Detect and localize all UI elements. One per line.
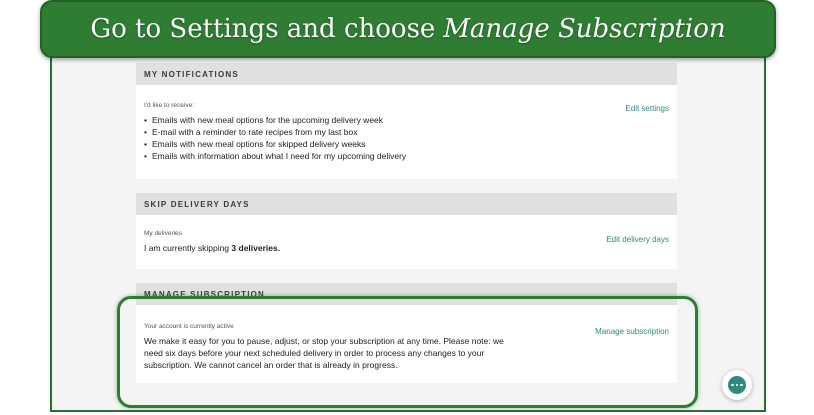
list-item: • Emails with new meal options for the upcoming delivery week xyxy=(144,114,669,126)
notifications-list xyxy=(144,114,669,162)
description-line: We make it easy for you to pause, adjust, or stop your subscription at any time. Please note: we xyxy=(144,336,504,346)
list-item: • E-mail with a reminder to rate recipes from my last box xyxy=(144,126,669,138)
notifications-header: MY NOTIFICATIONS xyxy=(136,63,677,85)
edit-delivery-days-link[interactable]: Edit delivery days xyxy=(606,235,669,244)
chat-bubble-icon xyxy=(728,376,746,394)
description-line: need six days before your next scheduled delivery in order to process any changes to your xyxy=(144,348,485,358)
account-status-label: Your account is currently active xyxy=(144,323,234,330)
skip-delivery-header: SKIP DELIVERY DAYS xyxy=(136,193,677,215)
manage-subscription-card xyxy=(136,283,677,383)
deliveries-label: My deliveries xyxy=(144,230,182,237)
notifications-card xyxy=(136,63,677,179)
banner-emphasis: Manage Subscription xyxy=(443,14,726,44)
skipping-count: 3 deliveries. xyxy=(231,243,281,253)
edit-settings-link[interactable]: Edit settings xyxy=(625,104,669,113)
banner-text: Go to Settings and choose xyxy=(90,14,436,44)
skip-delivery-card xyxy=(136,193,677,269)
instruction-banner xyxy=(40,0,776,58)
list-item: • Emails with new meal options for skipped delivery weeks xyxy=(144,138,669,150)
manage-subscription-link[interactable]: Manage subscription xyxy=(595,327,669,336)
list-item: • Emails with information about what I need for my upcoming delivery xyxy=(144,150,669,162)
manage-subscription-header: MANAGE SUBSCRIPTION xyxy=(136,283,677,305)
skipping-status xyxy=(144,242,669,254)
skipping-text: I am currently skipping xyxy=(144,243,230,253)
notifications-label: I'd like to receive: xyxy=(144,102,195,109)
subscription-description xyxy=(144,335,669,371)
chat-button[interactable] xyxy=(722,370,752,400)
description-line: subscription. We cannot cancel an order that is already in progress. xyxy=(144,360,398,370)
